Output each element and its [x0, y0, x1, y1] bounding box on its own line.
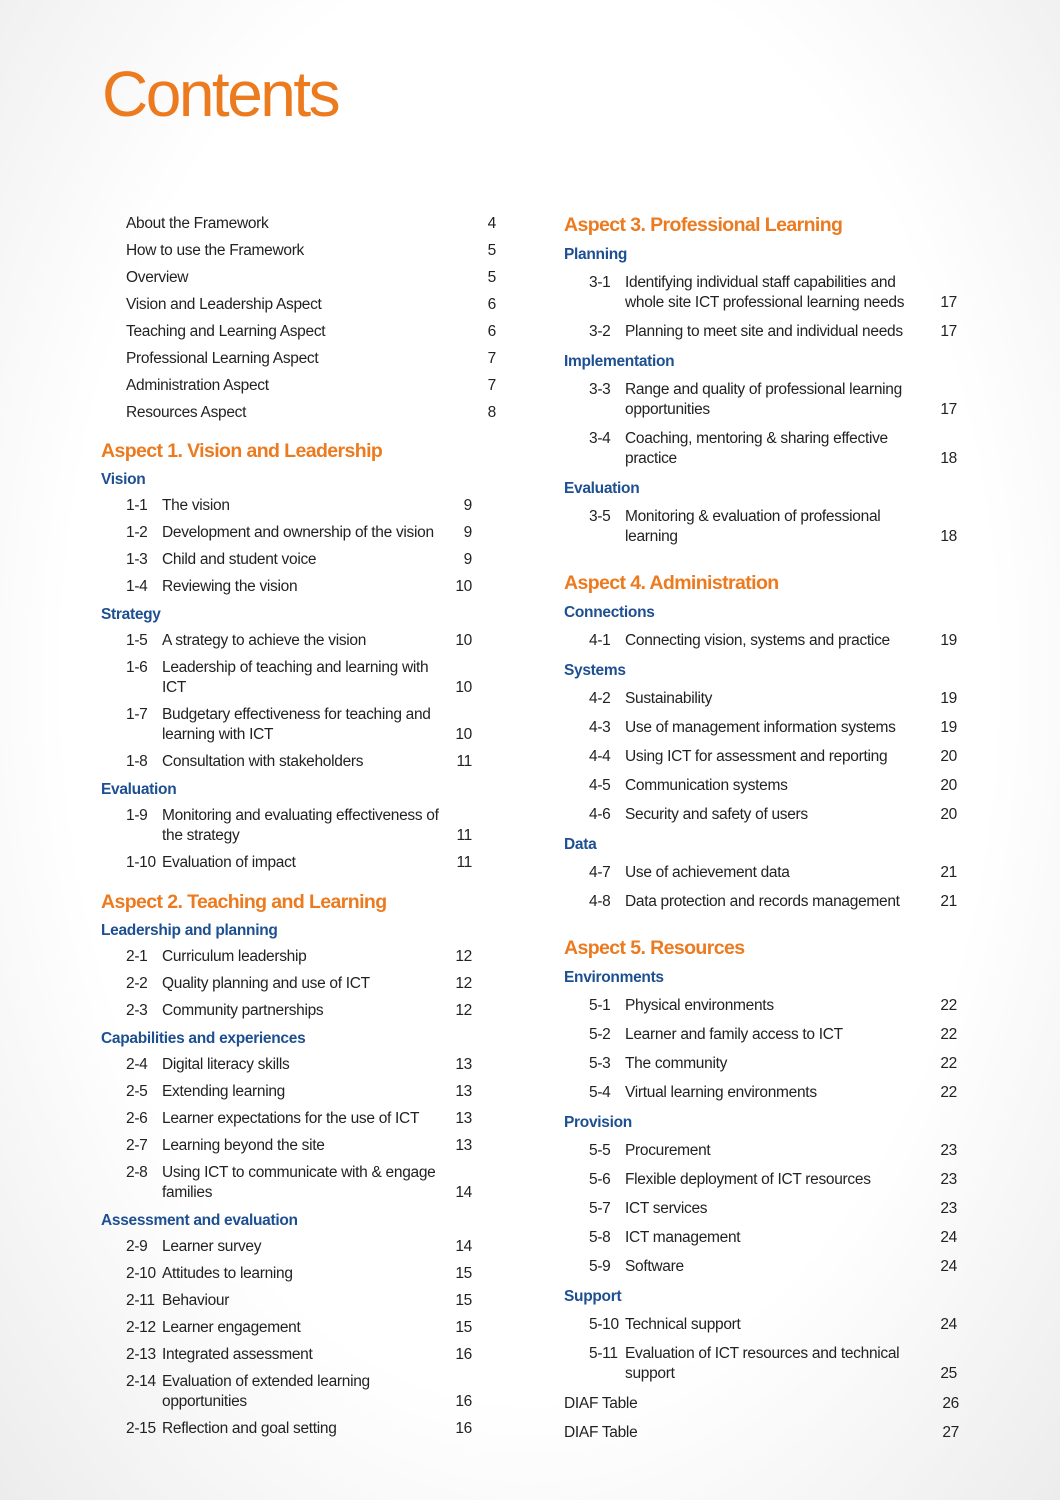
entry-page: 5 — [487, 242, 496, 259]
entry-number: 5-4 — [589, 1084, 611, 1101]
entry-number: 1-9 — [126, 807, 148, 824]
entry-number: 4-7 — [589, 864, 611, 881]
entry-page: 6 — [487, 323, 496, 340]
entry-page: 7 — [487, 350, 496, 367]
toc-entry[interactable] — [101, 998, 496, 1025]
entry-title: Quality planning and use of ICT — [162, 975, 370, 992]
toc-entry[interactable] — [564, 1340, 959, 1389]
toc-entry[interactable] — [101, 655, 496, 702]
toc-entry[interactable] — [101, 318, 496, 345]
aspect-block — [564, 568, 959, 917]
entry-number: 1-10 — [126, 854, 156, 871]
toc-entry[interactable] — [101, 749, 496, 776]
section-heading: Environments — [564, 969, 664, 986]
toc-entry[interactable] — [101, 1234, 496, 1261]
toc-entry[interactable] — [101, 702, 496, 749]
entry-page: 20 — [940, 748, 957, 765]
toc-entry[interactable] — [101, 547, 496, 574]
toc-entry[interactable] — [101, 291, 496, 318]
entry-page: 12 — [455, 975, 472, 992]
entry-page: 11 — [456, 827, 472, 844]
section-heading: Evaluation — [564, 480, 640, 497]
entry-number: 2-4 — [126, 1056, 148, 1073]
entry-page: 19 — [940, 719, 957, 736]
entry-number: 5-5 — [589, 1142, 611, 1159]
entry-title: Use of achievement data — [625, 864, 790, 881]
toc-entry[interactable] — [101, 520, 496, 547]
entry-number: 2-2 — [126, 975, 148, 992]
entry-title: Attitudes to learning — [162, 1265, 293, 1282]
entry-page: 16 — [455, 1346, 472, 1363]
entry-title: Monitoring and evaluating effectiveness of the strategy — [162, 807, 439, 844]
entry-page: 11 — [456, 753, 472, 770]
entry-title: Procurement — [625, 1142, 711, 1159]
entry-label: How to use the Framework — [126, 242, 305, 259]
aspect-heading: Aspect 4. Administration — [564, 572, 779, 594]
toc-entry[interactable] — [101, 1133, 496, 1160]
entry-number: 5-6 — [589, 1171, 611, 1188]
entry-title: Security and safety of users — [625, 806, 808, 823]
entry-title: Sustainability — [625, 690, 713, 707]
entry-page: 9 — [463, 524, 472, 541]
entry-number: 1-3 — [126, 551, 148, 568]
entry-title: Using ICT for assessment and reporting — [625, 748, 888, 765]
entry-page: 18 — [940, 528, 957, 545]
toc-entry[interactable] — [101, 1106, 496, 1133]
entry-number: 4-1 — [589, 632, 611, 649]
toc-entry[interactable] — [101, 372, 496, 399]
entry-number: 4-5 — [589, 777, 611, 794]
entry-number: 4-4 — [589, 748, 611, 765]
right-column — [564, 210, 959, 1447]
page-title: Contents — [102, 58, 339, 130]
section-heading: Assessment and evaluation — [101, 1212, 298, 1229]
entry-title: Communication systems — [625, 777, 788, 794]
section-heading: Planning — [564, 246, 628, 263]
entry-number: 1-1 — [126, 497, 148, 514]
entry-number: 5-2 — [589, 1026, 611, 1043]
toc-entry[interactable] — [101, 1369, 496, 1416]
entry-page: 22 — [940, 1026, 957, 1043]
entry-title: The vision — [162, 497, 230, 514]
toc-entry[interactable] — [101, 1079, 496, 1106]
aspect-block — [101, 887, 496, 1443]
entry-title: Range and quality of professional learning opportunities — [625, 381, 902, 418]
entry-number: 5-3 — [589, 1055, 611, 1072]
toc-entry[interactable] — [101, 237, 496, 264]
entry-title: Development and ownership of the vision — [162, 524, 434, 541]
toc-entry[interactable] — [564, 269, 959, 318]
entry-title: Virtual learning environments — [625, 1084, 817, 1101]
entry-number: 4-3 — [589, 719, 611, 736]
toc-entry[interactable] — [101, 1342, 496, 1369]
entry-number: 2-5 — [126, 1083, 148, 1100]
entry-number: 3-3 — [589, 381, 611, 398]
entry-label: Resources Aspect — [126, 404, 247, 421]
entry-title: Use of management information systems — [625, 719, 896, 736]
entry-page: 15 — [455, 1292, 472, 1309]
toc-entry[interactable] — [101, 345, 496, 372]
entry-number: 3-4 — [589, 430, 611, 447]
toc-entry[interactable] — [101, 1160, 496, 1207]
entry-number: 3-1 — [589, 274, 611, 291]
toc-entry[interactable] — [564, 425, 959, 474]
toc-entry[interactable] — [564, 503, 959, 552]
toc-entry[interactable] — [101, 574, 496, 601]
section-heading: Connections — [564, 604, 655, 621]
entry-title: Digital literacy skills — [162, 1056, 290, 1073]
entry-number: 1-7 — [126, 706, 148, 723]
entry-page: 23 — [940, 1200, 957, 1217]
entry-page: 10 — [455, 679, 472, 696]
entry-label: Administration Aspect — [126, 377, 269, 394]
section-heading: Vision — [101, 471, 146, 488]
entry-title: Child and student voice — [162, 551, 317, 568]
entry-title: Physical environments — [625, 997, 774, 1014]
toc-entry-diaf-table[interactable] — [564, 1418, 959, 1447]
entry-number: 1-6 — [126, 659, 148, 676]
entry-page: 5 — [487, 269, 496, 286]
toc-entry[interactable] — [564, 1050, 959, 1079]
entry-number: 2-1 — [126, 948, 148, 965]
entry-number: 1-4 — [126, 578, 148, 595]
entry-number: 2-3 — [126, 1002, 148, 1019]
entry-page: 25 — [940, 1365, 957, 1382]
entry-number: 2-7 — [126, 1137, 148, 1154]
toc-entry[interactable] — [564, 743, 959, 772]
entry-title: Integrated assessment — [162, 1346, 313, 1363]
entry-page: 10 — [455, 578, 472, 595]
toc-entry[interactable] — [564, 1137, 959, 1166]
entry-title: Monitoring & evaluation of professional learning — [625, 508, 881, 545]
entry-title: Evaluation of ICT resources and technical support — [625, 1345, 900, 1382]
entry-label: Professional Learning Aspect — [126, 350, 319, 367]
entry-title: Behaviour — [162, 1292, 230, 1309]
aspect-heading: Aspect 1. Vision and Leadership — [101, 440, 383, 462]
entry-title: Flexible deployment of ICT resources — [625, 1171, 871, 1188]
entry-page: 16 — [455, 1393, 472, 1410]
entry-page: 17 — [940, 401, 957, 418]
toc-entry[interactable] — [101, 1416, 496, 1443]
entry-page: 13 — [455, 1083, 472, 1100]
entry-label: Teaching and Learning Aspect — [126, 323, 326, 340]
entry-number: 2-13 — [126, 1346, 156, 1363]
toc-entry[interactable] — [101, 1261, 496, 1288]
entry-page: 22 — [940, 997, 957, 1014]
entry-title: Leadership of teaching and learning with ICT — [162, 659, 429, 696]
entry-title: ICT services — [625, 1200, 708, 1217]
section-heading: Strategy — [101, 606, 161, 623]
entry-number: 2-14 — [126, 1373, 156, 1390]
toc-entry[interactable] — [101, 210, 496, 237]
entry-page: 19 — [940, 690, 957, 707]
entry-number: 5-7 — [589, 1200, 611, 1217]
section-heading: Leadership and planning — [101, 922, 278, 939]
entry-page: 13 — [455, 1137, 472, 1154]
entry-page: 12 — [455, 948, 472, 965]
entry-number: 5-10 — [589, 1316, 619, 1333]
entry-title: ICT management — [625, 1229, 741, 1246]
entry-title: Using ICT to communicate with & engage families — [162, 1164, 436, 1201]
entry-page: 8 — [487, 404, 496, 421]
toc-entry[interactable] — [101, 850, 496, 877]
entry-label: Vision and Leadership Aspect — [126, 296, 322, 313]
section-heading: Evaluation — [101, 781, 177, 798]
entry-page: 26 — [942, 1395, 959, 1412]
aspect-heading: Aspect 5. Resources — [564, 937, 745, 959]
toc-entry[interactable] — [564, 992, 959, 1021]
aspect-heading: Aspect 2. Teaching and Learning — [101, 891, 387, 913]
left-column — [101, 210, 496, 1443]
toc-entry[interactable] — [101, 493, 496, 520]
entry-number: 1-5 — [126, 632, 148, 649]
entry-number: 1-8 — [126, 753, 148, 770]
toc-entry[interactable] — [564, 1311, 959, 1340]
toc-entry[interactable] — [564, 1253, 959, 1282]
entry-title: Software — [625, 1258, 684, 1275]
entry-page: 13 — [455, 1056, 472, 1073]
entry-page: 23 — [940, 1142, 957, 1159]
entry-number: 5-8 — [589, 1229, 611, 1246]
entry-title: Reflection and goal setting — [162, 1420, 337, 1437]
entry-number: 2-15 — [126, 1420, 156, 1437]
entry-title: Learner expectations for the use of ICT — [162, 1110, 420, 1127]
entry-number: 2-11 — [126, 1292, 155, 1309]
aspect-heading: Aspect 3. Professional Learning — [564, 214, 843, 236]
entry-page: 23 — [940, 1171, 957, 1188]
entry-title: Extending learning — [162, 1083, 285, 1100]
toc-entry[interactable] — [101, 971, 496, 998]
entry-label: About the Framework — [126, 215, 269, 232]
entry-page: 20 — [940, 777, 957, 794]
entry-page: 14 — [455, 1238, 472, 1255]
entry-page: 21 — [940, 893, 957, 910]
toc-entry[interactable] — [564, 772, 959, 801]
entry-page: 17 — [940, 323, 957, 340]
section-heading: Systems — [564, 662, 626, 679]
entry-number: 5-9 — [589, 1258, 611, 1275]
entry-number: 4-8 — [589, 893, 611, 910]
entry-title: Budgetary effectiveness for teaching and learning with ICT — [162, 706, 431, 743]
entry-number: 4-6 — [589, 806, 611, 823]
entry-page: 7 — [487, 377, 496, 394]
entry-title: Planning to meet site and individual needs — [625, 323, 903, 340]
aspect-block — [564, 210, 959, 552]
entry-title: Learner engagement — [162, 1319, 301, 1336]
toc-entry[interactable] — [564, 801, 959, 830]
toc-entry[interactable] — [564, 1224, 959, 1253]
toc-entry[interactable] — [101, 628, 496, 655]
toc-entry[interactable] — [101, 803, 496, 850]
entry-page: 16 — [455, 1420, 472, 1437]
section-heading: Provision — [564, 1114, 632, 1131]
toc-entry[interactable] — [101, 944, 496, 971]
entry-number: 1-2 — [126, 524, 148, 541]
entry-number: 3-5 — [589, 508, 611, 525]
entry-title: A strategy to achieve the vision — [162, 632, 367, 649]
entry-page: 13 — [455, 1110, 472, 1127]
entry-title: Consultation with stakeholders — [162, 753, 364, 770]
toc-entry-diaf-table[interactable] — [564, 1389, 959, 1418]
section-heading: Support — [564, 1288, 622, 1305]
entry-page: 20 — [940, 806, 957, 823]
entry-title: Learner and family access to ICT — [625, 1026, 843, 1043]
toc-entry[interactable] — [564, 1166, 959, 1195]
entry-title: Identifying individual staff capabilities and whole site ICT professional learning needs — [625, 274, 905, 311]
toc-entry[interactable] — [101, 264, 496, 291]
entry-title: Reviewing the vision — [162, 578, 298, 595]
entry-page: 10 — [455, 632, 472, 649]
entry-label: DIAF Table — [564, 1395, 638, 1412]
entry-title: Evaluation of impact — [162, 854, 296, 871]
toc-entry[interactable] — [564, 714, 959, 743]
entry-page: 17 — [940, 294, 957, 311]
entry-title: Community partnerships — [162, 1002, 324, 1019]
entry-number: 2-10 — [126, 1265, 156, 1282]
section-heading: Implementation — [564, 353, 675, 370]
section-heading: Data — [564, 836, 597, 853]
entry-label: DIAF Table — [564, 1424, 638, 1441]
entry-page: 22 — [940, 1055, 957, 1072]
toc-entry[interactable] — [564, 376, 959, 425]
toc-entry[interactable] — [564, 859, 959, 888]
entry-page: 12 — [455, 1002, 472, 1019]
toc-entry[interactable] — [564, 1079, 959, 1108]
entry-label: Overview — [126, 269, 189, 286]
entry-number: 3-2 — [589, 323, 611, 340]
entry-page: 14 — [455, 1184, 472, 1201]
entry-page: 6 — [487, 296, 496, 313]
entry-page: 11 — [456, 854, 472, 871]
aspect-block — [564, 933, 959, 1389]
toc-entry[interactable] — [101, 1315, 496, 1342]
entry-page: 19 — [940, 632, 957, 649]
toc-entry[interactable] — [564, 685, 959, 714]
entry-page: 9 — [463, 497, 472, 514]
toc-entry[interactable] — [564, 318, 959, 347]
entry-page: 27 — [942, 1424, 959, 1441]
entry-number: 5-11 — [589, 1345, 618, 1362]
entry-title: Data protection and records management — [625, 893, 900, 910]
entry-page: 24 — [940, 1258, 957, 1275]
entry-page: 15 — [455, 1319, 472, 1336]
entry-page: 10 — [455, 726, 472, 743]
toc-entry[interactable] — [564, 1195, 959, 1224]
toc-entry[interactable] — [101, 399, 496, 426]
entry-title: Learner survey — [162, 1238, 262, 1255]
toc-entry[interactable] — [101, 1052, 496, 1079]
toc-entry[interactable] — [564, 627, 959, 656]
toc-entry[interactable] — [101, 1288, 496, 1315]
toc-entry[interactable] — [564, 1021, 959, 1050]
entry-title: Curriculum leadership — [162, 948, 307, 965]
toc-entry[interactable] — [564, 888, 959, 917]
entry-page: 9 — [463, 551, 472, 568]
entry-number: 4-2 — [589, 690, 611, 707]
entry-page: 24 — [940, 1316, 957, 1333]
entry-page: 22 — [940, 1084, 957, 1101]
entry-number: 5-1 — [589, 997, 611, 1014]
entry-title: Connecting vision, systems and practice — [625, 632, 890, 649]
entry-number: 2-9 — [126, 1238, 148, 1255]
entry-number: 2-8 — [126, 1164, 148, 1181]
entry-number: 2-12 — [126, 1319, 156, 1336]
entry-title: Technical support — [625, 1316, 741, 1333]
intro-list — [101, 210, 496, 426]
entry-page: 24 — [940, 1229, 957, 1246]
entry-title: The community — [625, 1055, 728, 1072]
entry-page: 18 — [940, 450, 957, 467]
entry-title: Learning beyond the site — [162, 1137, 325, 1154]
section-heading: Capabilities and experiences — [101, 1030, 306, 1047]
entry-title: Coaching, mentoring & sharing effective practice — [625, 430, 888, 467]
entry-number: 2-6 — [126, 1110, 148, 1127]
entry-page: 15 — [455, 1265, 472, 1282]
entry-title: Evaluation of extended learning opportunities — [162, 1373, 370, 1410]
aspect-block — [101, 436, 496, 877]
entry-page: 21 — [940, 864, 957, 881]
entry-page: 4 — [487, 215, 496, 232]
